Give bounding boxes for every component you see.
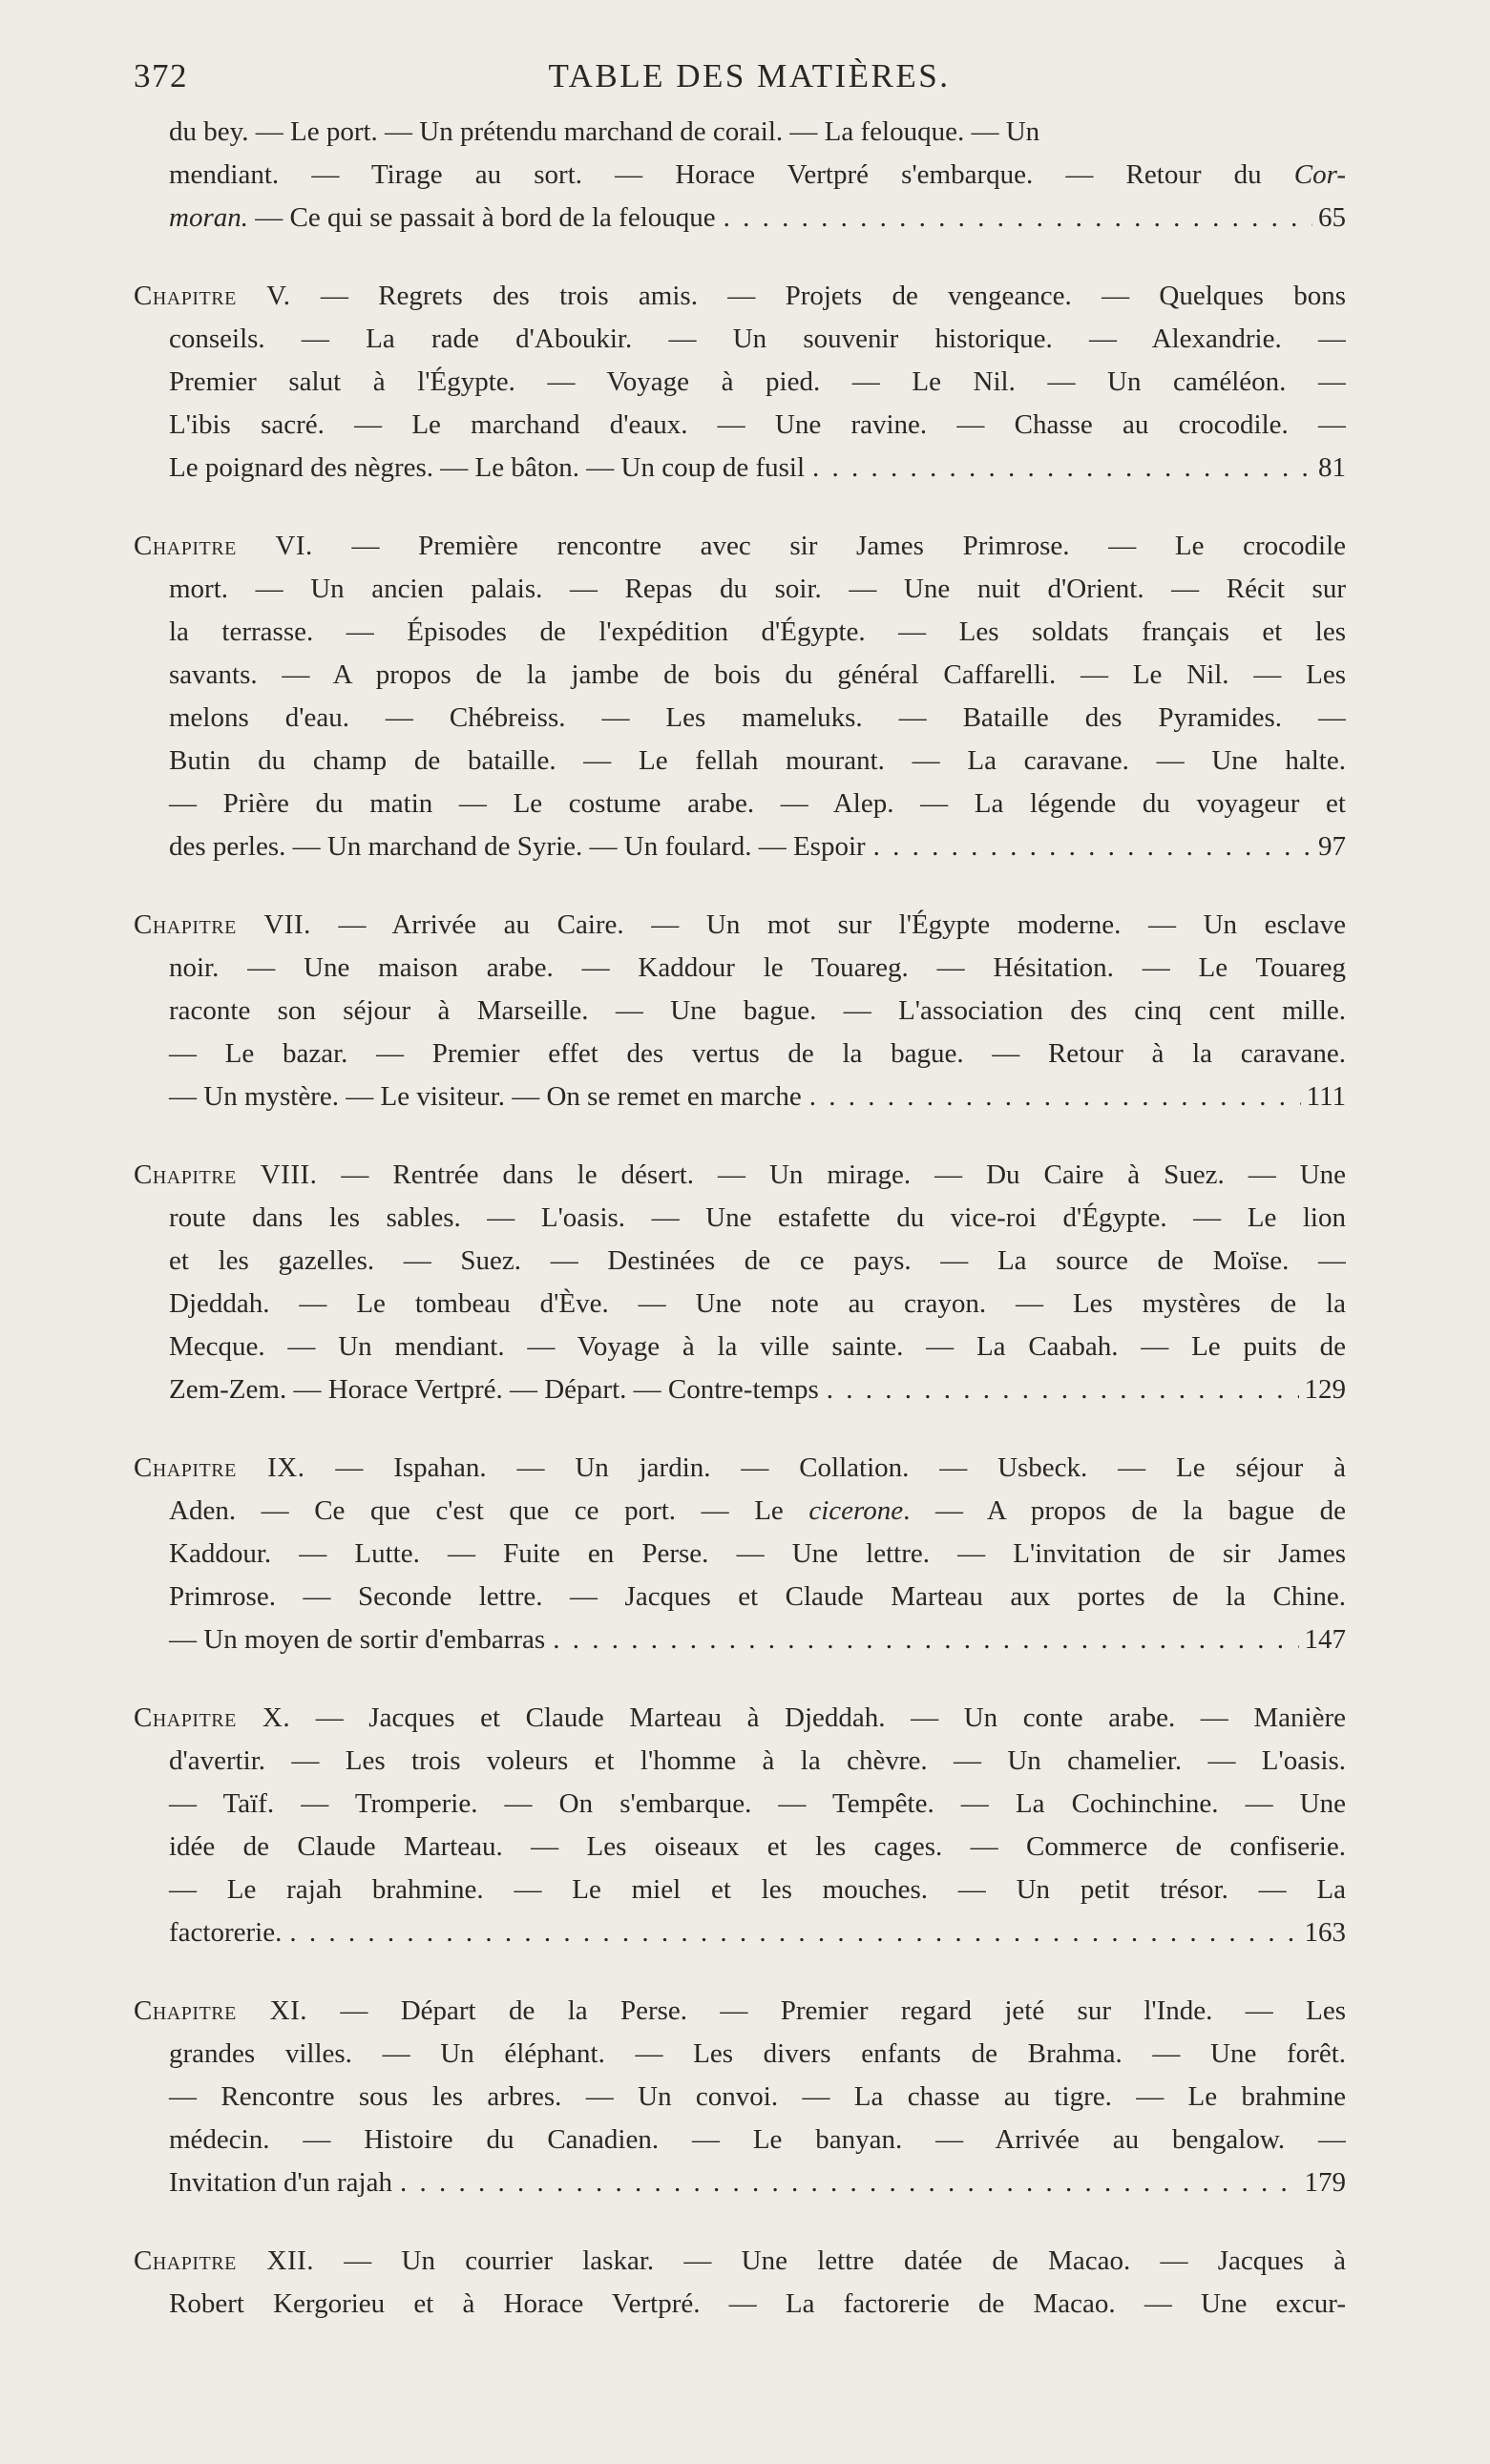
entry-line: Chapitre XI. — Départ de la Perse. — Premier regard jeté sur l'Inde. — Les bbox=[134, 1995, 1346, 2026]
running-title: TABLE DES MATIÈRES. bbox=[548, 57, 951, 94]
entry-line: raconte son séjour à Marseille. — Une bague. — L'association des cinq cent mille. bbox=[169, 995, 1346, 1026]
chapter-label: Chapitre X. bbox=[134, 1702, 291, 1733]
toc-entry-chapitre-ix bbox=[134, 1447, 1346, 1661]
entry-line: — Prière du matin — Le costume arabe. — Alep. — La légende du voyageur et bbox=[169, 788, 1346, 819]
entry-line: Chapitre X. — Jacques et Claude Marteau à Djeddah. — Un conte arabe. — Manière bbox=[134, 1702, 1346, 1733]
entry-line: Chapitre IX. — Ispahan. — Un jardin. — Collation. — Usbeck. — Le séjour à bbox=[134, 1452, 1346, 1483]
entry-page-number: 111 bbox=[1306, 1081, 1346, 1112]
entry-page-number: 147 bbox=[1304, 1624, 1346, 1655]
entry-text: — Un moyen de sortir d'embarras bbox=[169, 1624, 546, 1655]
entry-line: — Le bazar. — Premier effet des vertus de la bague. — Retour à la caravane. bbox=[169, 1038, 1346, 1069]
dot-leader bbox=[805, 447, 1312, 490]
dot-leader bbox=[545, 1618, 1298, 1661]
entry-last-line bbox=[134, 447, 1346, 490]
entry-line: Kaddour. — Lutte. — Fuite en Perse. — Une lettre. — L'invitation de sir James bbox=[169, 1538, 1346, 1569]
entry-line: Aden. — Ce que c'est que ce port. — Le cicerone. — A propos de la bague de bbox=[169, 1495, 1346, 1526]
entry-line: Butin du champ de bataille. — Le fellah mourant. — La caravane. — Une halte. bbox=[169, 745, 1346, 776]
entry-last-line bbox=[134, 197, 1346, 240]
entry-text: Zem-Zem. — Horace Vertpré. — Départ. — Contre-temps bbox=[169, 1374, 819, 1405]
entry-line: Mecque. — Un mendiant. — Voyage à la ville sainte. — La Caabah. — Le puits de bbox=[169, 1331, 1346, 1362]
entry-line: L'ibis sacré. — Le marchand d'eaux. — Une ravine. — Chasse au crocodile. — bbox=[169, 409, 1346, 440]
entry-page-number: 179 bbox=[1304, 2167, 1346, 2198]
dot-leader bbox=[802, 1075, 1301, 1118]
entry-line-rest: — Ce qui se passait à bord de la felouque bbox=[255, 202, 716, 233]
dot-leader bbox=[819, 1368, 1299, 1411]
toc-entry-chapitre-vii bbox=[134, 904, 1346, 1118]
entry-line: — Le rajah brahmine. — Le miel et les mouches. — Un petit trésor. — La bbox=[169, 1874, 1346, 1905]
toc-entry-chapitre-xi bbox=[134, 1990, 1346, 2204]
entry-page-number: 97 bbox=[1318, 831, 1346, 862]
entry-text: Invitation d'un rajah bbox=[169, 2167, 392, 2198]
entry-line: Robert Kergorieu et à Horace Vertpré. — La factorerie de Macao. — Une excur- bbox=[169, 2288, 1346, 2319]
chapter-label: Chapitre VIII. bbox=[134, 1159, 318, 1190]
entry-page-number: 81 bbox=[1318, 452, 1346, 483]
entry-line: Primrose. — Seconde lettre. — Jacques et Claude Marteau aux portes de la Chine. bbox=[169, 1581, 1346, 1612]
toc-entry-chapitre-xii bbox=[134, 2240, 1346, 2326]
entry-line: médecin. — Histoire du Canadien. — Le banyan. — Arrivée au bengalow. — bbox=[169, 2124, 1346, 2155]
entry-line: du bey. — Le port. — Un prétendu marchand de corail. — La felouque. — Un bbox=[169, 116, 1040, 147]
toc-entry-chapitre-vi bbox=[134, 525, 1346, 868]
entry-last-line bbox=[134, 825, 1346, 868]
entry-line: mendiant. — Tirage au sort. — Horace Vertpré s'embarque. — Retour du Cor- bbox=[169, 159, 1346, 190]
entry-line: — Taïf. — Tromperie. — On s'embarque. — Tempête. — La Cochinchine. — Une bbox=[169, 1788, 1346, 1819]
entry-line: Chapitre VIII. — Rentrée dans le désert. — Un mirage. — Du Caire à Suez. — Une bbox=[134, 1159, 1346, 1190]
toc-entry-chapitre-x bbox=[134, 1697, 1346, 1954]
entry-text: moran. — Ce qui se passait à bord de la felouque bbox=[169, 202, 716, 233]
entry-line: Chapitre VI. — Première rencontre avec sir James Primrose. — Le crocodile bbox=[134, 531, 1346, 561]
toc-entry-chapitre-viii bbox=[134, 1154, 1346, 1411]
toc-entry bbox=[134, 111, 1346, 240]
entry-last-line bbox=[134, 2161, 1346, 2204]
entry-last-line bbox=[134, 1075, 1346, 1118]
entry-last-line bbox=[134, 1368, 1346, 1411]
entry-line: conseils. — La rade d'Aboukir. — Un souvenir historique. — Alexandrie. — bbox=[169, 324, 1346, 354]
chapter-label: Chapitre IX. bbox=[134, 1452, 305, 1483]
entry-line: noir. — Une maison arabe. — Kaddour le Touareg. — Hésitation. — Le Touareg bbox=[169, 952, 1346, 983]
entry-line: route dans les sables. — L'oasis. — Une estafette du vice-roi d'Égypte. — Le lion bbox=[169, 1202, 1346, 1233]
page bbox=[134, 48, 1346, 2326]
running-head bbox=[134, 48, 1346, 111]
entry-line: Chapitre V. — Regrets des trois amis. — Projets de vengeance. — Quelques bons bbox=[134, 281, 1346, 311]
chapter-label: Chapitre V. bbox=[134, 281, 291, 311]
entry-line: savants. — A propos de la jambe de bois du général Caffarelli. — Le Nil. — Les bbox=[169, 659, 1346, 690]
entry-line: — Rencontre sous les arbres. — Un convoi. — La chasse au tigre. — Le brahmine bbox=[169, 2081, 1346, 2112]
page-number: 372 bbox=[134, 57, 188, 94]
entry-line: mort. — Un ancien palais. — Repas du soir. — Une nuit d'Orient. — Récit sur bbox=[169, 574, 1346, 604]
entry-text: — Un mystère. — Le visiteur. — On se remet en marche bbox=[169, 1081, 802, 1112]
chapter-label: Chapitre XII. bbox=[134, 2245, 315, 2276]
entry-line: Chapitre VII. — Arrivée au Caire. — Un mot sur l'Égypte moderne. — Un esclave bbox=[134, 909, 1346, 940]
entry-line: d'avertir. — Les trois voleurs et l'homme à la chèvre. — Un chamelier. — L'oasis. bbox=[169, 1745, 1346, 1776]
chapter-label: Chapitre VII. bbox=[134, 909, 311, 940]
entry-line: Premier salut à l'Égypte. — Voyage à pied. — Le Nil. — Un caméléon. — bbox=[169, 366, 1346, 397]
entry-line: melons d'eau. — Chébreiss. — Les mameluks. — Bataille des Pyramides. — bbox=[169, 702, 1346, 733]
entry-text: factorerie. bbox=[169, 1917, 283, 1948]
dot-leader bbox=[716, 197, 1312, 240]
dot-leader bbox=[282, 1911, 1298, 1954]
entry-line: Djeddah. — Le tombeau d'Ève. — Une note au crayon. — Les mystères de la bbox=[169, 1288, 1346, 1319]
entry-line: Chapitre XII. — Un courrier laskar. — Une lettre datée de Macao. — Jacques à bbox=[134, 2245, 1346, 2276]
entry-page-number: 129 bbox=[1304, 1374, 1346, 1405]
entry-line: la terrasse. — Épisodes de l'expédition d'Égypte. — Les soldats français et les bbox=[169, 616, 1346, 647]
entry-line: idée de Claude Marteau. — Les oiseaux et les cages. — Commerce de confiserie. bbox=[169, 1831, 1346, 1862]
entry-text: des perles. — Un marchand de Syrie. — Un foulard. — Espoir bbox=[169, 831, 866, 862]
chapter-label: Chapitre XI. bbox=[134, 1995, 307, 2026]
chapter-label: Chapitre VI. bbox=[134, 531, 313, 561]
entry-last-line bbox=[134, 1911, 1346, 1954]
entry-line: grandes villes. — Un éléphant. — Les divers enfants de Brahma. — Une forêt. bbox=[169, 2038, 1346, 2069]
toc-entry-chapitre-v bbox=[134, 275, 1346, 490]
entry-last-line bbox=[134, 1618, 1346, 1661]
dot-leader bbox=[392, 2161, 1299, 2204]
dot-leader bbox=[866, 825, 1312, 868]
entry-page-number: 65 bbox=[1318, 202, 1346, 233]
entry-line: et les gazelles. — Suez. — Destinées de ce pays. — La source de Moïse. — bbox=[169, 1245, 1346, 1276]
entry-text: Le poignard des nègres. — Le bâton. — Un coup de fusil bbox=[169, 452, 806, 483]
entry-page-number: 163 bbox=[1304, 1917, 1346, 1948]
